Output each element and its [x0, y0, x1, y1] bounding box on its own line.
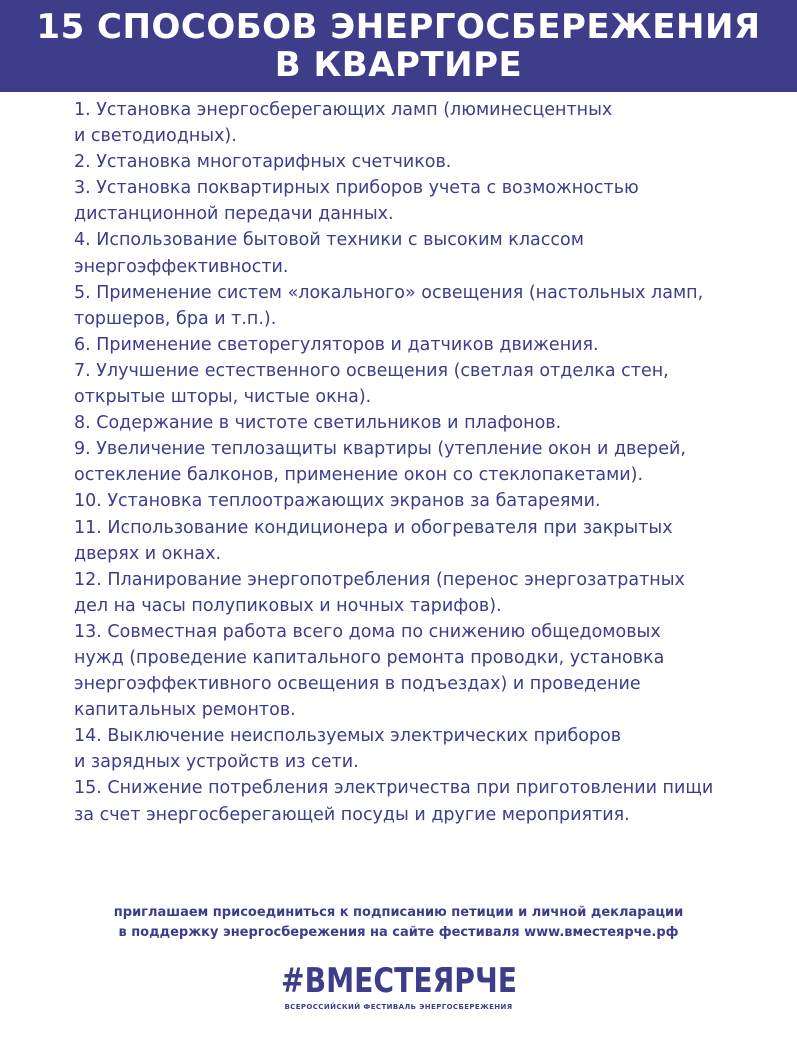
list-item	[74, 619, 774, 723]
list-item	[74, 280, 774, 332]
list-item-text-line: и зарядных устройств из сети.	[74, 752, 359, 773]
tips-list	[74, 97, 774, 828]
list-item	[74, 515, 774, 567]
festival-logo	[279, 960, 519, 1000]
list-item-text-line: энергоэффективности.	[74, 256, 289, 277]
list-item	[74, 358, 774, 410]
list-item-text-line: 8. Содержание в чистоте светильников и плафонов.	[74, 413, 562, 434]
list-item-text-line: 9. Увеличение теплозащиты квартиры (утепление окон и дверей,	[74, 439, 686, 460]
list-item	[74, 149, 774, 175]
list-item-text-line: 11. Использование кондиционера и обогревателя при закрытых	[74, 517, 673, 538]
list-item-text-line: открытые шторы, чистые окна).	[74, 387, 372, 408]
list-item-text-line: и светодиодных).	[74, 126, 237, 147]
list-item-text-line: торшеров, бра и т.п.).	[74, 308, 277, 329]
list-item-text-line: 15. Снижение потребления электричества при приготовлении пищи	[74, 778, 714, 799]
festival-tagline: ВСЕРОССИЙСКИЙ ФЕСТИВАЛЬ ЭНЕРГОСБЕРЕЖЕНИЯ	[284, 1003, 513, 1011]
list-item-text-line: 7. Улучшение естественного освещения (светлая отделка стен,	[74, 360, 669, 381]
list-item	[74, 332, 774, 358]
list-item-text-line: 3. Установка поквартирных приборов учета с возможностью	[74, 178, 639, 199]
list-item	[74, 488, 774, 514]
list-item	[74, 410, 774, 436]
list-item-text-line: дверях и окнах.	[74, 543, 222, 564]
list-item-text-line: 12. Планирование энергопотребления (перенос энергозатратных	[74, 569, 685, 590]
invitation-line-2: в поддержку энергосбережения на сайте фестиваля www.вместеярче.рф	[118, 925, 679, 940]
invitation-text	[0, 903, 797, 943]
page-title-line-2: В КВАРТИРЕ	[274, 45, 523, 85]
list-item-text-line: 13. Совместная работа всего дома по снижению общедомовых	[74, 621, 661, 642]
festival-brand	[0, 960, 797, 1012]
list-item	[74, 436, 774, 488]
list-item-text-line: 2. Установка многотарифных счетчиков.	[74, 152, 452, 173]
list-item-text-line: 14. Выключение неиспользуемых электрических приборов	[74, 726, 622, 747]
list-item-text-line: дел на часы полупиковых и ночных тарифов).	[74, 595, 502, 616]
list-item-text-line: за счет энергосберегающей посуды и другие мероприятия.	[74, 804, 630, 825]
list-item	[74, 723, 774, 775]
invitation-line-1: приглашаем присоединиться к подписанию петиции и личной декларации	[113, 905, 684, 920]
list-item-text-line: 10. Установка теплоотражающих экранов за батареями.	[74, 491, 601, 512]
list-item	[74, 567, 774, 619]
festival-logo-text: #ВМЕСТЕЯРЧЕ	[280, 961, 517, 1001]
list-item-text-line: 5. Применение систем «локального» освещения (настольных ламп,	[74, 282, 704, 303]
list-item-text-line: 4. Использование бытовой техники с высоким классом	[74, 230, 584, 251]
list-item-text-line: 6. Применение светорегуляторов и датчиков движения.	[74, 334, 599, 355]
header-banner	[0, 0, 797, 92]
list-item-text-line: 1. Установка энергосберегающих ламп (люминесцентных	[74, 100, 613, 120]
list-item	[74, 97, 774, 149]
page-title-line-1: 15 СПОСОБОВ ЭНЕРГОСБЕРЕЖЕНИЯ	[36, 7, 761, 47]
list-item-text-line: нужд (проведение капитального ремонта проводки, установка	[74, 647, 665, 668]
list-item-text-line: дистанционной передачи данных.	[74, 204, 394, 225]
list-item	[74, 227, 774, 279]
list-item-text-line: капитальных ремонтов.	[74, 700, 296, 721]
list-item	[74, 175, 774, 227]
list-item-text-line: энергоэффективного освещения в подъездах) и проведение	[74, 674, 641, 695]
list-item	[74, 775, 774, 827]
list-item-text-line: остекление балконов, применение окон со стеклопакетами).	[74, 465, 644, 486]
